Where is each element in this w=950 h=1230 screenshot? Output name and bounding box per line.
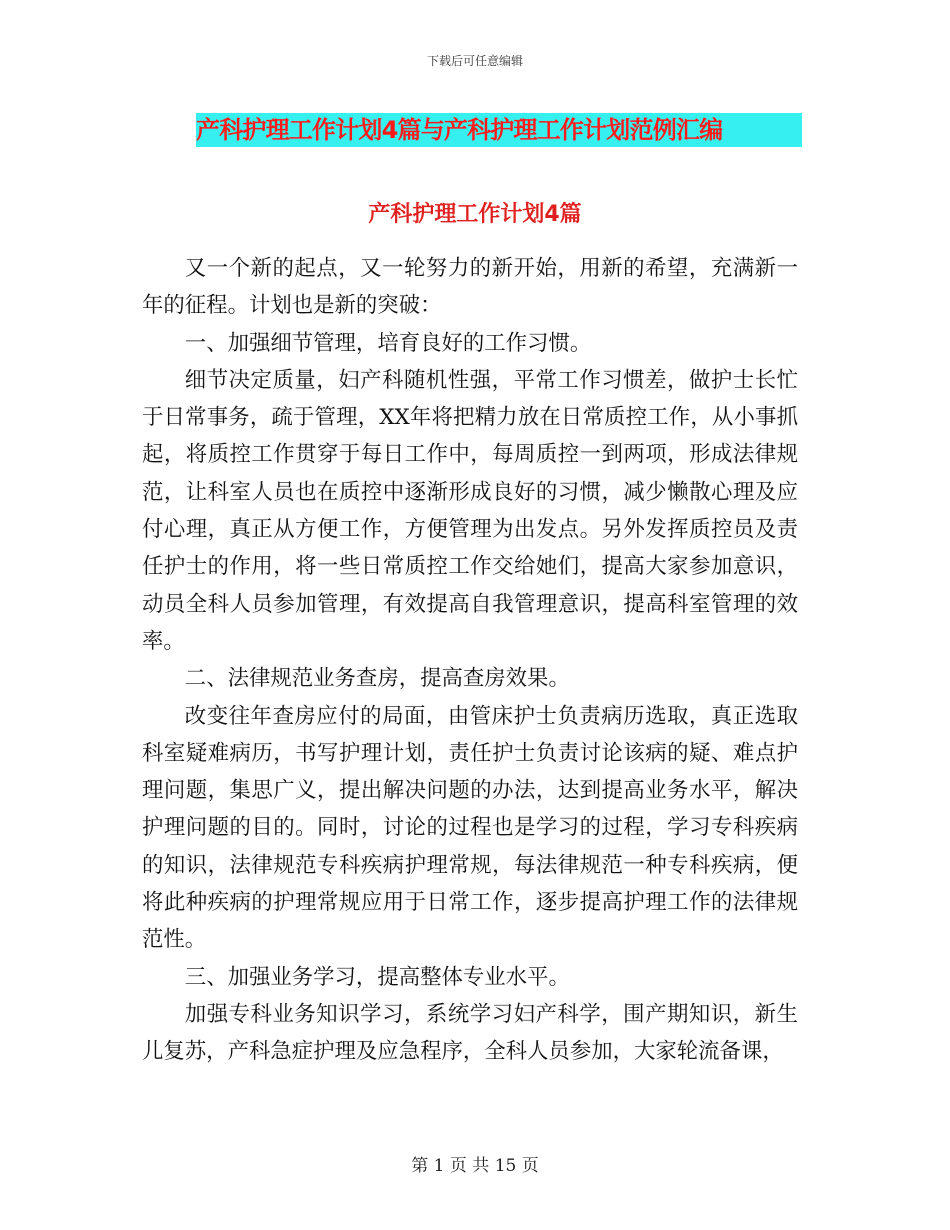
section-title: 产科护理工作计划4篇 (368, 202, 582, 227)
page-header-note: 下载后可任意编辑 (426, 54, 523, 68)
page-number: 第 1 页 共 15 页 (411, 1156, 539, 1176)
document-body (142, 250, 798, 1071)
paragraph-detail-management: 细节决定质量，妇产科随机性强，平常工作习惯差，做护士长忙于日常事务，疏于管理，XX年将把精力放在日常质控工作，从小事抓起，将质控工作贯穿于每日工作中，每周质控一到两项，形成法律规范，让科室人员也在质控中逐渐形成良好的习惯，减少懒散心理及应付心理，真正从方便工作，方便管理为出发点。另外发挥质控员及责任护士的作用，将一些日常质控工作交给她们，提高大家参加意识，动员全科人员参加管理，有效提高自我管理意识，提高科室管理的效率。 (142, 367, 798, 654)
paragraph-ward-rounds: 改变往年查房应付的局面，由管床护士负责病历选取，真正选取科室疑难病历，书写护理计划，责任护士负责讨论该病的疑、难点护理问题，集思广义，提出解决问题的办法，达到提高业务水平，解决护理问题的目的。同时，讨论的过程也是学习的过程，学习专科疾病的知识，法律规范专科疾病护理常规，每法律规范一种专科疾病，便将此种疾病的护理常规应用于日常工作，逐步提高护理工作的法律规范性。 (142, 703, 798, 953)
paragraph-study: 加强专科业务知识学习，系统学习妇产科学，围产期知识，新生儿复苏，产科急症护理及应急程序，全科人员参加，大家轮流备课， (142, 1001, 798, 1065)
main-title-highlight (196, 113, 802, 147)
heading-one: 一、加强细节管理，培育良好的工作习惯。 (184, 330, 592, 356)
paragraph-intro: 又一个新的起点，又一轮努力的新开始，用新的希望，充满新一年的征程。计划也是新的突破： (142, 256, 798, 319)
heading-two: 二、法律规范业务查房，提高查房效果。 (184, 666, 570, 692)
main-title: 产科护理工作计划4篇与产科护理工作计划范例汇编 (196, 116, 723, 144)
heading-three: 三、加强业务学习，提高整体专业水平。 (184, 964, 570, 990)
